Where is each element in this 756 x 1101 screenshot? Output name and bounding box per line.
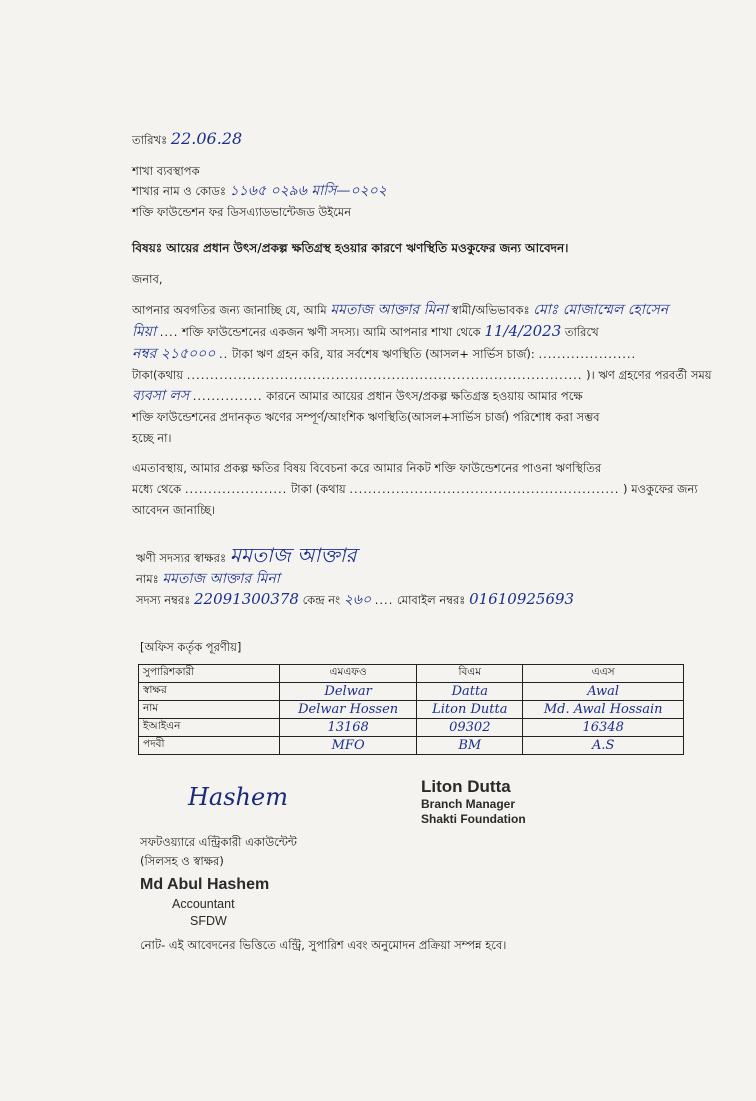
member-sign-row [136, 543, 357, 567]
branch-code-label: শাখার নাম ও কোডঃ [132, 184, 227, 198]
body-text: টাকা (কথায় [290, 482, 346, 496]
cell-value: A.S [523, 737, 684, 755]
table-row [139, 719, 684, 737]
handwritten-text: মিয়া [132, 324, 157, 340]
table-row [139, 665, 684, 683]
date-label: তারিখঃ [132, 133, 168, 147]
address-line-1: শাখা ব্যবস্থাপক [132, 164, 200, 178]
body-text: টাকা ঋণ গ্রহন করি, যার সর্বশেষ ঋণস্থিতি (আসল+ সার্ভিস চার্জ): [231, 347, 535, 361]
accountant-line-1: সফটওয়্যারে এন্ট্রিকারী একাউন্টেন্ট [140, 835, 297, 849]
cell-value: 16348 [523, 719, 684, 737]
member-id-row: সদস্য নম্বরঃ 22091300378 কেন্দ্র নং ২৬০ .... মোবাইল নম্বরঃ 01610925693 [136, 590, 575, 608]
cell-value: Md. Awal Hossain [523, 701, 684, 719]
office-caption: [অফিস কর্তৃক পূরণীয়] [140, 640, 242, 654]
cell-value: Datta [417, 683, 523, 701]
request-line-2: মধ্যে থেকে ...................... টাকা (কথায় .......................................................... ) মওকুফের জন্য [132, 482, 698, 496]
row-label: পদবী [139, 737, 280, 755]
body-text: আপনার অবগতির জন্য জানাচ্ছি যে, আমি [132, 303, 327, 317]
bm-stamp-org: Shakti Foundation [421, 812, 526, 826]
body-text: )। ঋণ গ্রহণের পরবর্তী সময় [586, 368, 712, 382]
row-label: ইআইএন [139, 719, 280, 737]
member-name-value-hw: মমতাজ আক্তার মিনা [162, 571, 280, 587]
cell-value: Liton Dutta [417, 701, 523, 719]
body-line-3: নম্বর ২১৫০০০ .. টাকা ঋণ গ্রহন করি, যার সর্বশেষ ঋণস্থিতি (আসল+ সার্ভিস চার্জ): ..................... [132, 346, 637, 362]
accountant-org: SFDW [190, 914, 227, 928]
date-row [132, 129, 243, 148]
cell-value: MFO [280, 737, 417, 755]
member-name-row [136, 572, 280, 586]
accountant-name: Md Abul Hashem [140, 876, 270, 893]
cell-value: 13168 [280, 719, 417, 737]
member-sign-label: ঋণী সদস্যর স্বাক্ষরঃ [136, 551, 227, 565]
request-line-1: এমতাবস্থায়, আমার প্রকল্প ক্ষতির বিষয় বিবেচনা করে আমার নিকট শক্তি ফাউন্ডেশনের পাওনা ঋণস্থিতির [132, 461, 602, 475]
accountant-line-2: (সিলসহ ও স্বাক্ষর) [140, 854, 224, 868]
cell-value: 09302 [417, 719, 523, 737]
row-label: নাম [139, 701, 280, 719]
subject-line: বিষয়ঃ আয়ের প্রধান উৎস/প্রকল্প ক্ষতিগ্রস্থ হওয়ার কারণে ঋণস্থিতি মওকুফের জন্য আবেদন। [132, 241, 569, 255]
footer-note: নোট- এই আবেদনের ভিত্তিতে এন্ট্রি, সুপারিশ এবং অনুমোদন প্রক্রিয়া সম্পন্ন হবে। [140, 938, 507, 952]
member-no-hw: 22091300378 [193, 590, 299, 608]
kendra-label: কেন্দ্র নং [302, 593, 341, 607]
cell-value: Delwar Hossen [280, 701, 417, 719]
member-name-hw: মমতাজ আক্তার মিনা [330, 302, 448, 318]
body-line-5: ব্যবসা লস ............... কারনে আমার আয়ের প্রধান উৎস/প্রকল্প ক্ষতিগ্রস্ত হওয়ায় আমার পক্ষে [132, 388, 583, 404]
body-line-4: টাকা(কথায় ..................................................................................... )। ঋণ গ্রহণের পরবর্তী সময় [132, 368, 712, 382]
row-label: স্বাক্ষর [139, 683, 280, 701]
bm-stamp-name: Liton Dutta [421, 777, 511, 796]
body-line-1 [132, 303, 677, 317]
branch-code-value: ১১৬৫ ০২৯৬ মাসি—০২০২ [229, 183, 387, 199]
table-row [139, 701, 684, 719]
loan-amount-hw: নম্বর ২১৫০০০ [132, 346, 216, 362]
cell-value: Delwar [280, 683, 417, 701]
body-text: ) মওকুফের জন্য [623, 482, 698, 496]
guardian-label: স্বামী/অভিভাবকঃ [451, 303, 530, 317]
header-cell: সুপারিশকারী [139, 665, 280, 683]
mobile-hw: 01610925693 [469, 590, 575, 608]
date-value: 22.06.28 [170, 129, 243, 148]
body-text: তারিখে [564, 325, 599, 339]
request-line-3: আবেদন জানাচ্ছি। [132, 503, 216, 517]
cell-value: BM [417, 737, 523, 755]
kendra-hw: ২৬০ [343, 592, 372, 608]
table-row [139, 683, 684, 701]
table-row [139, 737, 684, 755]
member-name-label: নামঃ [136, 572, 159, 586]
address-line-3: শক্তি ফাউন্ডেশন ফর ডিসএ্যাডভান্টেজড উইমেন [132, 205, 352, 219]
loan-date-hw: 11/4/2023 [484, 322, 562, 340]
office-table [138, 664, 684, 755]
body-line-2: মিয়া .... শক্তি ফাউন্ডেশনের একজন ঋণী সদস্য। আমি আপনার শাখা থেকে 11/4/2023 তারিখে [132, 322, 599, 340]
member-signature-hw: মমতাজ আক্তার [229, 543, 357, 567]
header-cell: এএস [523, 665, 684, 683]
accountant-signature-hw: Hashem [188, 783, 288, 811]
member-no-label: সদস্য নম্বরঃ [136, 593, 191, 607]
body-line-7: হচ্ছে না। [132, 431, 172, 445]
reason-hw: ব্যবসা লস [132, 388, 190, 404]
header-cell: এমএফও [280, 665, 417, 683]
body-line-6: শক্তি ফাউন্ডেশনের প্রদানকৃত ঋণের সম্পূর্ণ/আংশিক ঋণস্থিতি(আসল+সার্ভিস চার্জ) পরিশোধ করা সম্ভব [132, 410, 600, 424]
body-text: টাকা(কথায় [132, 368, 184, 382]
guardian-name-hw: মোঃ মোজাম্মেল হোসেন [533, 302, 669, 318]
bm-stamp-title: Branch Manager [421, 797, 516, 811]
mobile-label: মোবাইল নম্বরঃ [397, 593, 466, 607]
body-text: মধ্যে থেকে [132, 482, 182, 496]
address-line-2 [132, 184, 387, 198]
body-text: শক্তি ফাউন্ডেশনের একজন ঋণী সদস্য। আমি আপনার শাখা থেকে [182, 325, 481, 339]
cell-value: Awal [523, 683, 684, 701]
body-text: কারনে আমার আয়ের প্রধান উৎস/প্রকল্প ক্ষতিগ্রস্ত হওয়ায় আমার পক্ষে [266, 389, 583, 403]
salutation: জনাব, [132, 272, 163, 286]
accountant-title: Accountant [172, 897, 235, 911]
header-cell: বিএম [417, 665, 523, 683]
